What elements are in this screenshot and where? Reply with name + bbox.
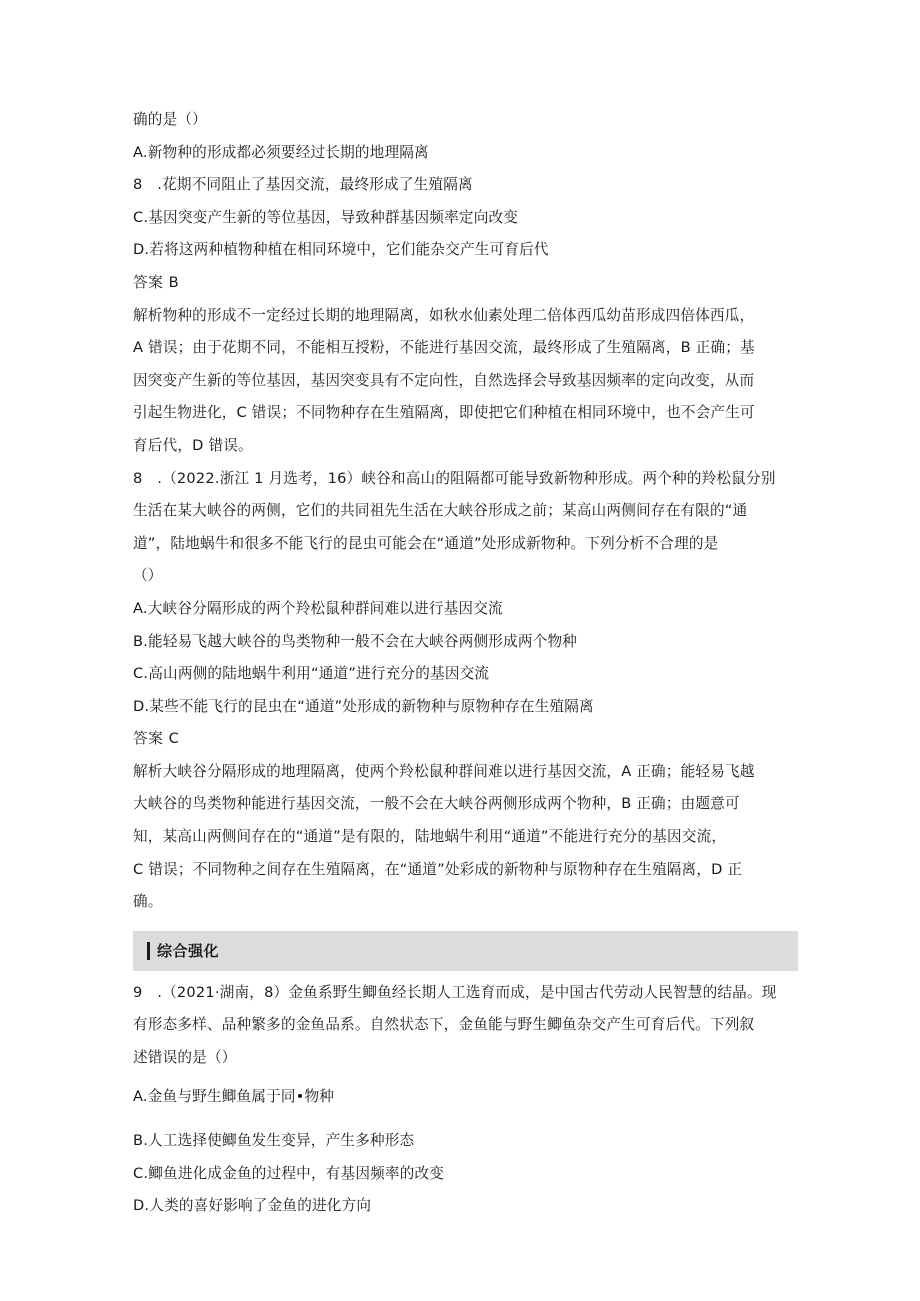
- question-stem-line: （）: [133, 567, 163, 585]
- analysis-line: C 错误；不同物种之间存在生殖隔离，在“通道”处彩成的新物种与原物种存在生殖隔离，D 正: [133, 860, 743, 878]
- option-d: D.若将这两种植物种植在相同环境中，它们能杂交产生可育后代: [133, 241, 549, 259]
- option-c: C.基因突变产生新的等位基因，导致种群基因频率定向改变: [133, 208, 519, 226]
- analysis-line: A 错误；由于花期不同，不能相互授粉，不能进行基因交流，最终形成了生殖隔离，B 正确；基: [133, 339, 755, 357]
- question-stem-tail: 确的是（）: [133, 111, 207, 128]
- analysis-line: 引起生物进化，C 错误；不同物种存在生殖隔离，即使把它们种植在相同环境中，也不会产生可: [133, 404, 755, 422]
- option-b: 8 .花期不同阻止了基因交流，最终形成了生殖隔离: [133, 176, 473, 194]
- section-marker-bar: [147, 942, 150, 960]
- question-stem-line: 9 .（2021·湖南，8）金鱼系野生鲫鱼经长期人工选育而成，是中国古代劳动人民智慧的结晶。现: [133, 983, 777, 1001]
- question-stem-line: 道”，陆地蜗牛和很多不能飞行的昆虫可能会在“通道”处形成新物种。下列分析不合理的是: [133, 534, 719, 552]
- option-a: A.金鱼与野生鲫鱼属于同•物种: [133, 1087, 335, 1105]
- section-title: 综合强化: [157, 942, 220, 961]
- option-a: A.大峡谷分隔形成的两个羚松鼠种群间难以进行基因交流: [133, 599, 503, 617]
- analysis-line: 解析大峡谷分隔形成的地理隔离，使两个羚松鼠种群间难以进行基因交流，A 正确；能轻易飞越: [133, 762, 755, 780]
- analysis-line: 大峡谷的鸟类物种能进行基因交流，一般不会在大峡谷两侧形成两个物种，B 正确；由题意可: [133, 795, 740, 813]
- answer-label: 答案 C: [133, 730, 180, 748]
- question-stem-line: 生活在某大峡谷的两侧，它们的共同祖先生活在大峡谷形成之前；某高山两侧间存在有限的“通: [133, 502, 748, 520]
- analysis-line: 知，某高山两侧间存在的“通道”是有限的，陆地蜗牛利用“通道”不能进行充分的基因交流，: [133, 828, 727, 846]
- section-header: [133, 931, 798, 971]
- analysis-line: 确。: [133, 893, 163, 911]
- analysis-line: 解析物种的形成不一定经过长期的地理隔离，如秋水仙素处理二倍体西瓜幼苗形成四倍体西瓜，: [133, 306, 755, 324]
- question-stem-line: 述错误的是（）: [133, 1049, 237, 1067]
- option-b: B.能轻易飞越大峡谷的鸟类物种一般不会在大峡谷两侧形成两个物种: [133, 632, 578, 650]
- question-stem-line: 8 .（2022.浙江 1 月选考，16）峡谷和高山的阻隔都可能导致新物种形成。两个种的羚松鼠分别: [133, 469, 776, 487]
- option-c: C.高山两侧的陆地蜗牛利用“通道”进行充分的基因交流: [133, 665, 490, 683]
- document-page: [133, 104, 798, 1223]
- option-b: B.人工选择使鲫鱼发生变异，产生多种形态: [133, 1132, 415, 1150]
- analysis-line: 育后代，D 错误。: [133, 436, 253, 454]
- answer-label: 答案 B: [133, 273, 180, 291]
- option-c: C.鲫鱼进化成金鱼的过程中，有基因频率的改变: [133, 1164, 445, 1182]
- option-a: A.新物种的形成都必须要经过长期的地理隔离: [133, 143, 429, 161]
- option-d: D.人类的喜好影响了金鱼的进化方向: [133, 1197, 372, 1215]
- question-stem-line: 有形态多样、品种繁多的金鱼品系。自然状态下，金鱼能与野生鲫鱼杂交产生可育后代。下列叙: [133, 1016, 755, 1034]
- analysis-line: 因突变产生新的等位基因，基因突变具有不定向性，自然选择会导致基因频率的定向改变，从而: [133, 371, 755, 389]
- option-d: D.某些不能飞行的昆虫在“通道”处形成的新物种与原物种存在生殖隔离: [133, 697, 594, 715]
